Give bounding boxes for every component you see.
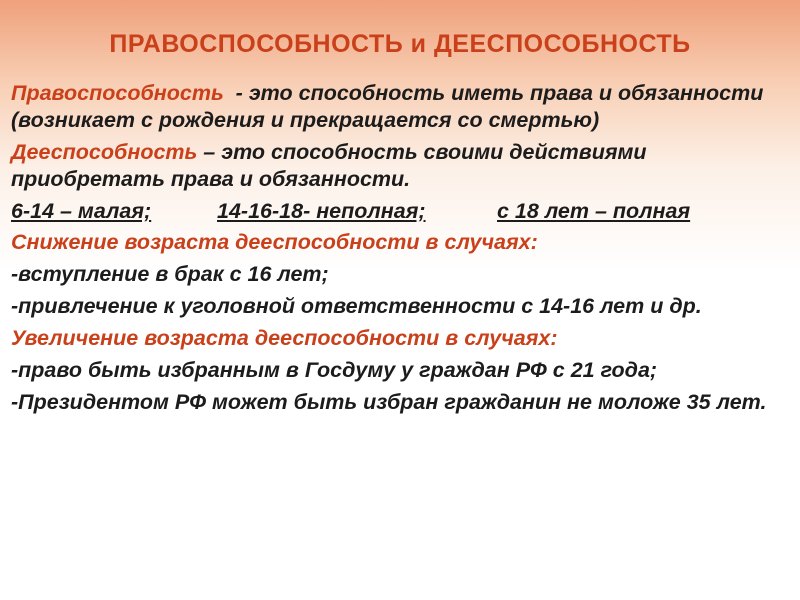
active-capacity-definition: – это способность своими действиями приобретать права и обязанности.	[11, 140, 647, 191]
reduction-heading: Снижение возраста дееспособности в случаях:	[11, 230, 538, 254]
active-capacity-paragraph	[11, 139, 789, 193]
slide-content	[11, 80, 789, 421]
age-category-minor: 6-14 – малая;	[11, 199, 152, 223]
reduction-item: -вступление в брак с 16 лет;	[11, 262, 329, 286]
reduction-item: -привлечение к уголовной ответственности с 14-16 лет и др.	[11, 294, 702, 318]
age-categories	[11, 198, 789, 225]
age-category-partial: 14-16-18- неполная;	[217, 199, 426, 223]
legal-capacity-term: Правоспособность	[11, 81, 224, 105]
legal-capacity-definition: - это способность иметь права и обязанности (возникает с рождения и прекращается со смертью)	[11, 81, 770, 132]
slide-title: ПРАВОСПОСОБНОСТЬ и ДЕЕСПОСОБНОСТЬ	[109, 30, 691, 58]
increase-item: -Президентом РФ может быть избран гражданин не моложе 35 лет.	[11, 390, 767, 414]
active-capacity-term: Дееспособность	[11, 140, 198, 164]
increase-item: -право быть избранным в Госдуму у граждан РФ с 21 года;	[11, 358, 658, 382]
increase-heading: Увеличение возраста дееспособности в случаях:	[11, 326, 558, 350]
legal-capacity-paragraph	[11, 80, 789, 134]
age-category-full: с 18 лет – полная	[497, 199, 691, 223]
